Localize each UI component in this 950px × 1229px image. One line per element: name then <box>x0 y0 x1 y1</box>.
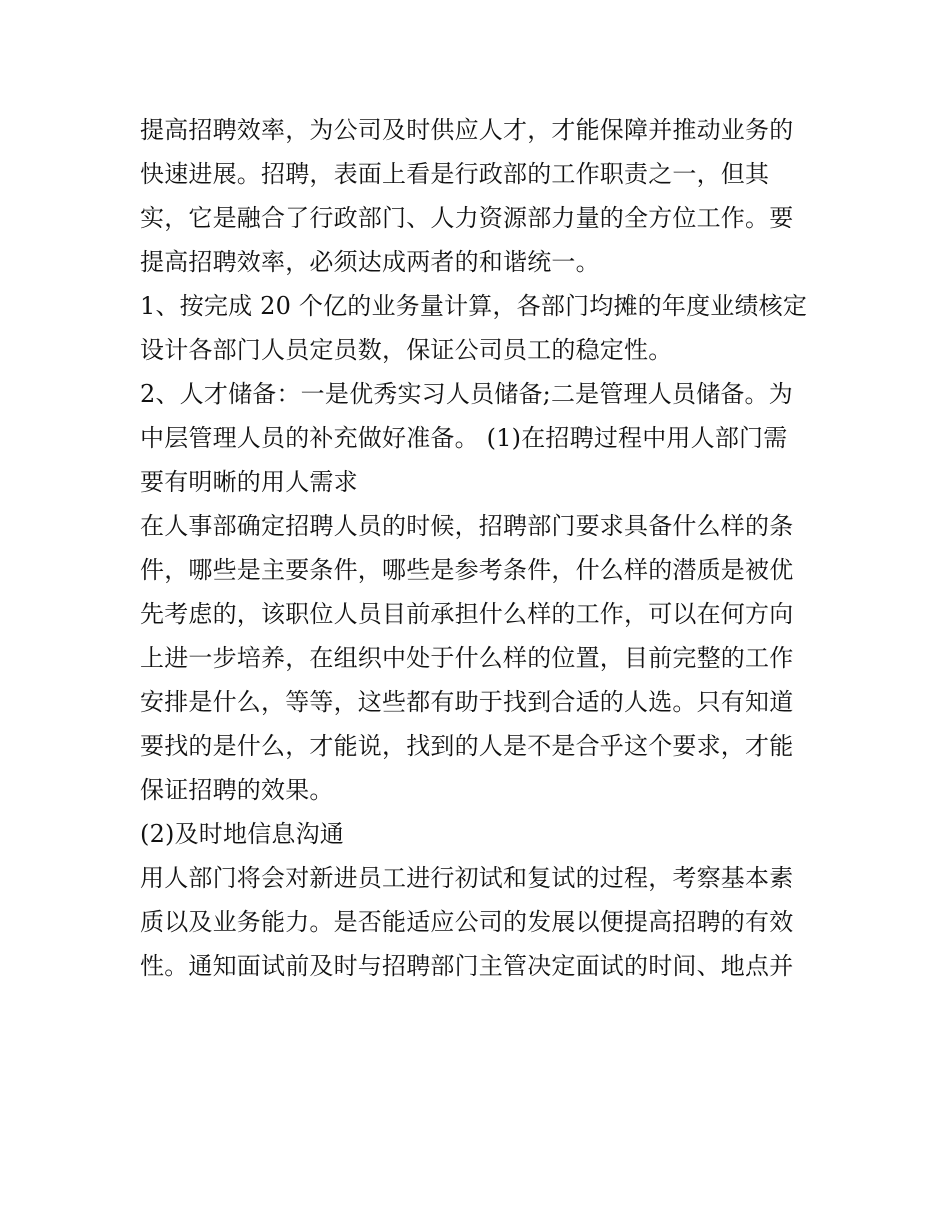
text-line: 在人事部确定招聘人员的时候，招聘部门要求具备什么样的条 <box>140 512 794 540</box>
text-line: 上进一步培养，在组织中处于什么样的位置，目前完整的工作 <box>140 644 794 672</box>
text-line: 安排是什么，等等，这些都有助于找到合适的人选。只有知道 <box>140 688 794 716</box>
text-line: 1、按完成 20 个亿的业务量计算，各部门均摊的年度业绩核定 <box>140 292 808 320</box>
text-line: 提高招聘效率，为公司及时供应人才，才能保障并推动业务的 <box>140 116 794 144</box>
text-line: 实，它是融合了行政部门、人力资源部力量的全方位工作。要 <box>140 204 794 232</box>
text-line: 快速进展。招聘，表面上看是行政部的工作职责之一，但其 <box>140 160 770 188</box>
text-line: 设计各部门人员定员数，保证公司员工的稳定性。 <box>140 336 673 364</box>
text-line: 性。通知面试前及时与招聘部门主管决定面试的时间、地点并 <box>140 952 794 980</box>
text-line: 用人部门将会对新进员工进行初试和复试的过程，考察基本素 <box>140 864 794 892</box>
text-line: 要找的是什么，才能说，找到的人是不是合乎这个要求，才能 <box>140 732 794 760</box>
document-body <box>140 108 820 988</box>
text-line: 先考虑的，该职位人员目前承担什么样的工作，可以在何方向 <box>140 600 794 628</box>
text-line: 质以及业务能力。是否能适应公司的发展以便提高招聘的有效 <box>140 908 794 936</box>
text-line: 中层管理人员的补充做好准备。 (1)在招聘过程中用人部门需 <box>140 424 788 452</box>
text-line: 保证招聘的效果。 <box>140 776 334 804</box>
text-line: 2、人才储备：一是优秀实习人员储备;二是管理人员储备。为 <box>140 380 793 408</box>
text-line: 要有明晰的用人需求 <box>140 468 358 496</box>
text-line: 提高招聘效率，必须达成两者的和谐统一。 <box>140 248 600 276</box>
text-line: 件，哪些是主要条件，哪些是参考条件，什么样的潜质是被优 <box>140 556 794 584</box>
text-line: (2)及时地信息沟通 <box>140 820 344 848</box>
